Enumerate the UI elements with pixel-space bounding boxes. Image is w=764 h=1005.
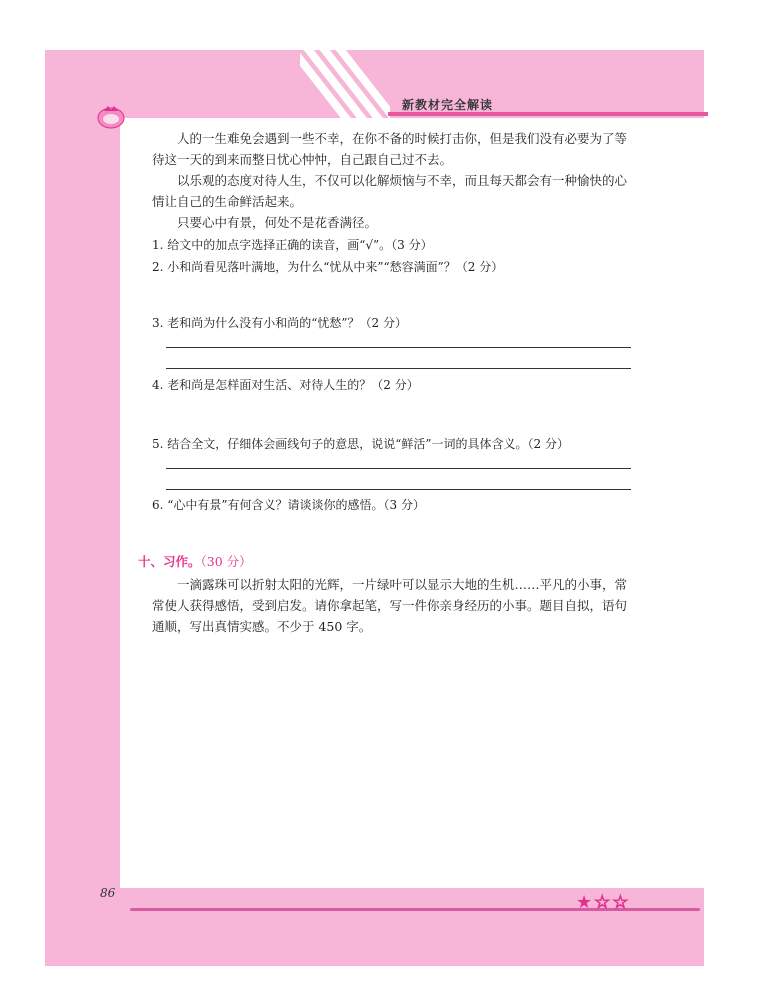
page-number: 86 bbox=[100, 886, 116, 900]
passage bbox=[152, 128, 632, 233]
header-title: 新教材完全解读 bbox=[402, 98, 494, 112]
passage-paragraph: 人的一生难免会遇到一些不幸，在你不备的时候打击你，但是我们没有必要为了等待这一天的到来而整日忧心忡忡，自己跟自己过不去。 bbox=[152, 131, 628, 167]
star-empty-icon: ☆ bbox=[594, 892, 613, 913]
section-10-title bbox=[138, 552, 252, 570]
section-10-label: 十、习作。 bbox=[138, 554, 201, 569]
question-2: 2. 小和尚看见落叶满地，为什么“忧从中来”“愁容满面”？（2 分） bbox=[152, 260, 504, 274]
answer-line[interactable] bbox=[166, 489, 631, 490]
book-logo-icon bbox=[96, 103, 126, 129]
answer-line[interactable] bbox=[166, 468, 631, 469]
question-1: 1. 给文中的加点字选择正确的读音，画“√”。（3 分） bbox=[152, 238, 433, 252]
question-6: 6. “心中有景”有何含义？请谈谈你的感悟。（3 分） bbox=[152, 498, 425, 512]
question-5: 5. 结合全文，仔细体会画线句子的意思，说说“鲜活”一词的具体含义。（2 分） bbox=[152, 437, 569, 451]
passage-paragraph: 以乐观的态度对待人生，不仅可以化解烦恼与不幸，而且每天都会有一种愉快的心情让自己的生命鲜活起来。 bbox=[152, 173, 628, 209]
answer-line[interactable] bbox=[166, 368, 631, 369]
question-3: 3. 老和尚为什么没有小和尚的“忧愁”？（2 分） bbox=[152, 316, 407, 330]
difficulty-stars bbox=[576, 892, 630, 913]
star-filled-icon: ★ bbox=[576, 892, 595, 913]
section-10-body: 一滴露珠可以折射太阳的光辉，一片绿叶可以显示大地的生机……平凡的小事，常常使人获得感悟，受到启发。请你拿起笔，写一件你亲身经历的小事。题目自拟，语句通顺，写出真情实感。不少于 450 字。 bbox=[152, 577, 628, 634]
header-stripes bbox=[300, 50, 390, 120]
answer-line[interactable] bbox=[166, 347, 631, 348]
header-divider bbox=[388, 112, 708, 116]
question-4: 4. 老和尚是怎样面对生活、对待人生的？（2 分） bbox=[152, 378, 419, 392]
star-empty-icon: ☆ bbox=[612, 892, 631, 913]
passage-paragraph: 只要心中有景，何处不是花香满径。 bbox=[177, 215, 378, 230]
section-10-score: （30 分） bbox=[200, 554, 252, 569]
